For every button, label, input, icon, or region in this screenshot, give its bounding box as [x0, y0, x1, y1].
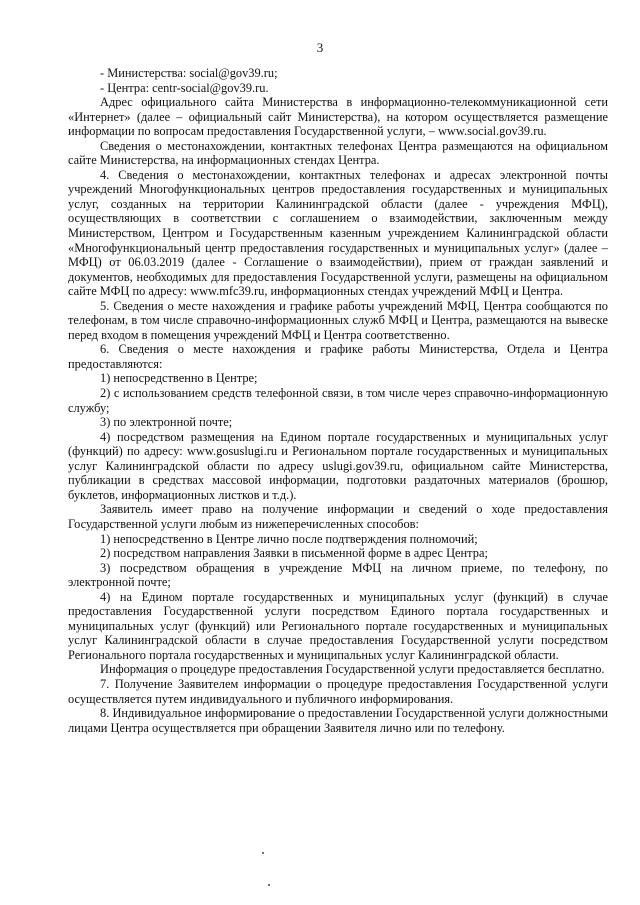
paragraph: - Министерства: social@gov39.ru;	[100, 66, 278, 80]
paragraph: 2) посредством направления Заявки в письменной форме в адрес Центра;	[100, 546, 488, 561]
paragraph: 7. Получение Заявителем информации о процедуре предоставления Государственной услуги осуществляется путем индивидуального и публичного информирования.	[68, 676, 608, 706]
scan-speck	[268, 884, 270, 886]
paragraph: 3) по электронной почте;	[100, 415, 233, 430]
scan-speck	[262, 852, 264, 854]
paragraph: 8. Индивидуальное информирование о предоставлении Государственной услуги должностными лицами Центра осуществляется при обращении Заявителя лично или по телефону.	[68, 706, 608, 735]
paragraph: Адрес официального сайта Министерства в информационно-телекоммуникационной сети «Интернет» (далее – официальный сайт Министерства), на котором осуществляется размещение информации по вопросам предоставления Государственной услуги, – www.social.gov39.ru.	[68, 95, 608, 139]
page-number: 3	[316, 40, 324, 55]
paragraph: Заявитель имеет право на получение информации и сведений о ходе предоставления Государственной услуги любым из нижеперечисленных способов:	[68, 502, 608, 531]
paragraph: - Центра: centr-social@gov39.ru.	[100, 80, 269, 95]
paragraph: 1) непосредственно в Центре;	[100, 371, 258, 386]
paragraph: 4) посредством размещения на Едином портале государственных и муниципальных услуг (функций) по адресу: www.gosuslugi.ru и Региональном портале государственных и муниципальных услуг Калининградской области по адресу uslugi.gov39.ru, официальном сайте Министерства, публикации в средствах массовой информации, подготовки раздаточных материалов (брошюр, буклетов, информационных листков и т.д.).	[68, 429, 608, 502]
paragraph: 4) на Едином портале государственных и муниципальных услуг (функций) в случае предоставления Государственной услуги посредством Единого портала государственных и муниципальных услуг (функций) или Регионального портале государственных и муниципальных услуг Калининградской области в случае предоставления Государственной услуги посредством Регионального портала государственных и муниципальных услуг Калининградской области.	[68, 589, 608, 662]
paragraph: 1) непосредственно в Центре лично после подтверждения полномочий;	[100, 531, 478, 546]
paragraph: 3) посредством обращения в учреждение МФЦ на личном приеме, по телефону, по электронной почте;	[68, 560, 608, 590]
paragraph: 6. Сведения о месте нахождения и графике работы Министерства, Отдела и Центра предоставляются:	[68, 342, 608, 371]
paragraph: 4. Сведения о местонахождении, контактных телефонах и адресах электронной почты учреждений Многофункциональных центров предоставления государственных и муниципальных услуг, созданных на территории Калининградской области (далее - учреждения МФЦ), осуществляющих в соответствии с соглашением о взаимодействии, заключенным между Министерством, Центром и Государственным казенным учреждением Калининградской области «Многофункциональный центр предоставления государственных и муниципальных услуг» (далее – МФЦ) от 06.03.2019 (далее - Соглашение о взаимодействии), прием от граждан заявлений и документов, необходимых для предоставления Государственной услуги, размещены на официальном сайте МФЦ по адресу: www.mfc39.ru, информационных стендах учреждений МФЦ и Центра.	[68, 167, 608, 299]
paragraph: 5. Сведения о месте нахождения и графике работы учреждений МФЦ, Центра сообщаются по телефонам, в том числе справочно-информационных служб МФЦ и Центра, размещаются на вывеске перед входом в помещения учреждений МФЦ и Центра соответственно.	[68, 298, 608, 342]
paragraph: Информация о процедуре предоставления Государственной услуги предоставляется бесплатно.	[100, 662, 605, 677]
paragraph: Сведения о местонахождении, контактных телефонах Центра размещаются на официальном сайте Министерства, на информационных стендах Центра.	[68, 138, 608, 168]
document-body	[68, 66, 608, 735]
paragraph: 2) с использованием средств телефонной связи, в том числе через справочно-информационную службу;	[68, 386, 608, 415]
